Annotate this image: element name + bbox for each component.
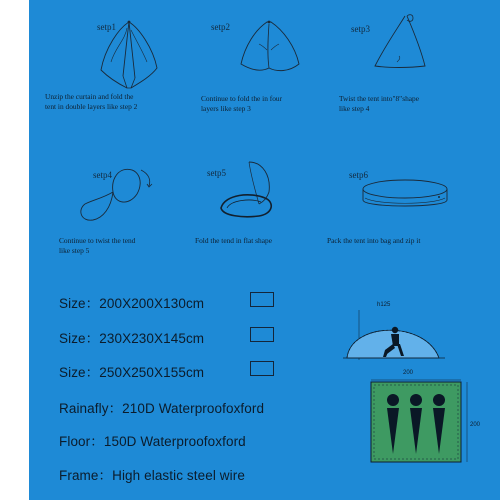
rainfly-spec: Rainafly：210D Waterproofoxford <box>59 401 265 416</box>
step-2-caption: Continue to fold the in four layers like step 3 <box>201 94 283 113</box>
depth-label: 200 <box>470 422 481 428</box>
tent-twist-illustration <box>73 160 159 230</box>
step-1-label: setp1 <box>97 22 116 32</box>
tent-dimension-diagram <box>329 292 489 498</box>
tent-fold-illustration <box>237 16 303 80</box>
instruction-panel <box>29 0 500 500</box>
size-option-1: Size：200X200X130cm <box>59 296 205 311</box>
step-1-caption: Unzip the curtain and fold the tent in double layers like step 2 <box>45 92 138 111</box>
step-3-label: setp3 <box>351 24 370 34</box>
width-label: 200 <box>403 370 414 376</box>
tent-unzip-illustration <box>97 18 161 92</box>
step-2-label: setp2 <box>211 22 230 32</box>
step-6-caption: Pack the tent into bag and zip it <box>327 236 421 245</box>
step-4-caption: Continue to twist the tend like step 5 <box>59 236 136 255</box>
tent-triangle-illustration <box>369 10 429 72</box>
size-2-checkbox[interactable] <box>250 327 274 342</box>
size-option-3: Size：250X250X155cm <box>59 365 205 380</box>
step-5-label: setp5 <box>207 168 226 178</box>
step-4-label: setp4 <box>93 170 112 180</box>
size-3-checkbox[interactable] <box>250 361 274 376</box>
floor-spec: Floor：150D Waterproofoxford <box>59 434 246 449</box>
tent-bag-illustration <box>357 176 455 216</box>
frame-spec: Frame：High elastic steel wire <box>59 468 245 483</box>
step-3-caption: Twist the tent into"8"shape like step 4 <box>339 94 420 113</box>
size-1-checkbox[interactable] <box>250 292 274 307</box>
step-6-label: setp6 <box>349 170 368 180</box>
step-5-caption: Fold the tend in flat shape <box>195 236 272 245</box>
tent-flat-fold-illustration <box>215 156 285 220</box>
size-option-2: Size：230X230X145cm <box>59 331 205 346</box>
height-label: h125 <box>377 302 391 308</box>
